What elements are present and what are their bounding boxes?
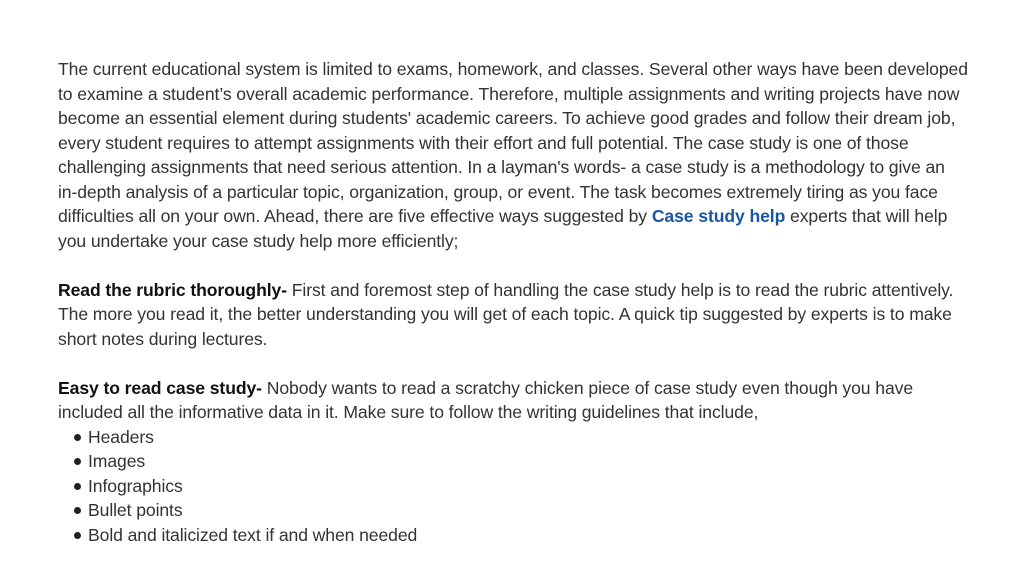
bullet-icon	[74, 483, 81, 490]
list-item	[58, 425, 968, 450]
list-item-text: Bullet points	[88, 500, 183, 520]
section-body: Nobody wants to read a scratchy chicken piece of case study even though you have included all the informative data in it. Make sure to follow the writing guidelines that include,	[58, 377, 914, 422]
paragraph-spacer	[58, 351, 968, 376]
intro-paragraph	[58, 57, 968, 253]
guidelines-list	[58, 425, 968, 548]
intro-text-continued: experts that will help you undertake your case study help more efficiently;	[58, 206, 948, 251]
bullet-icon	[74, 532, 81, 539]
list-item-text: Headers	[88, 426, 154, 447]
list-item-text: Bold and italicized text if and when needed	[88, 524, 418, 545]
list-item	[58, 449, 968, 474]
section-easy-to-read	[58, 376, 968, 425]
section-heading: Read the rubric thoroughly-	[58, 279, 287, 300]
bullet-icon	[74, 458, 81, 465]
section-read-rubric	[58, 278, 968, 352]
section-body: First and foremost step of handling the case study help is to read the rubric attentively. The more you read it, the better understanding you will get of each topic. A quick tip suggested by experts is to make short notes during lectures.	[58, 279, 954, 349]
list-item	[58, 523, 968, 548]
bullet-icon	[74, 434, 81, 441]
bullet-icon	[74, 507, 81, 514]
paragraph-spacer	[58, 253, 968, 278]
list-item	[58, 498, 968, 523]
section-heading: Easy to read case study-	[58, 377, 262, 398]
list-item-text: Infographics	[88, 475, 183, 496]
list-item-text: Images	[88, 451, 146, 471]
case-study-help-link[interactable]: Case study help	[651, 206, 786, 226]
intro-text: The current educational system is limited to exams, homework, and classes. Several other ways have been developed to examine a student’s overall academic performance. Therefore, multiple assignments and writing projects have now become an essential element during students' academic careers. To achieve good grades and follow their dream job, every student requires to attempt assignments with their effort and full potential. The case study is one of those challenging assignments that need serious attention. In a layman's words- a case study is a methodology to give an in-depth analysis of a particular topic, organization, group, or event. The task becomes extremely tiring as you face difficulties all on your own. Ahead, there are five effective ways suggested by	[58, 59, 968, 226]
document-body	[58, 57, 968, 547]
list-item	[58, 474, 968, 499]
